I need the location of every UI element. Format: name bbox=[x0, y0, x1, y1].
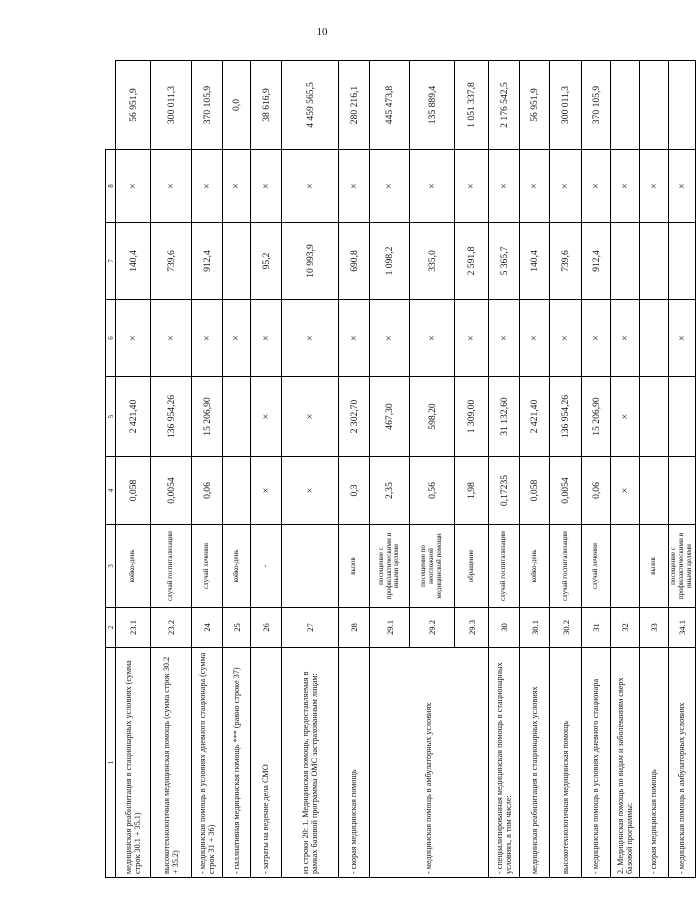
cell-col6: 912,4 bbox=[192, 223, 223, 300]
cell-col7: × bbox=[489, 150, 520, 223]
unit-of-measure bbox=[282, 525, 339, 608]
cell-col3: 0,0054 bbox=[550, 457, 582, 525]
cell-col6: 1 098,2 bbox=[370, 223, 410, 300]
row-description: - паллиативная медицинская помощь *** (равно строке 37) bbox=[223, 648, 251, 878]
cell-col3: 0,0054 bbox=[151, 457, 192, 525]
cell-col4: 31 132,60 bbox=[489, 377, 520, 457]
cell-col3: 1,98 bbox=[455, 457, 489, 525]
row-description: высокотехнологичная медицинская помощь bbox=[550, 648, 582, 878]
cell-col6 bbox=[223, 223, 251, 300]
cell-col3: 2,35 bbox=[370, 457, 410, 525]
cell-col4: 136 954,26 bbox=[151, 377, 192, 457]
cell-col8: 370 105,9 bbox=[582, 61, 611, 150]
row-description: медицинская реабилитация в стационарных условиях bbox=[520, 648, 550, 878]
cell-col8: 0,0 bbox=[223, 61, 251, 150]
cell-col6: 2 591,8 bbox=[455, 223, 489, 300]
row-number: 29.2 bbox=[410, 608, 455, 648]
table-row bbox=[116, 61, 151, 878]
table-row bbox=[282, 61, 339, 878]
cell-col7: × bbox=[640, 150, 669, 223]
unit-of-measure: случай лечения bbox=[192, 525, 223, 608]
row-description: - затраты на ведение дела СМО bbox=[251, 648, 282, 878]
row-number: 31 bbox=[582, 608, 611, 648]
table-row bbox=[611, 61, 640, 878]
page-number: 10 bbox=[316, 26, 328, 38]
table-row bbox=[151, 61, 192, 878]
table-row bbox=[339, 61, 370, 878]
cell-col8: 300 011,3 bbox=[550, 61, 582, 150]
unit-of-measure: койко-день bbox=[223, 525, 251, 608]
cell-col7: × bbox=[251, 150, 282, 223]
row-description: высокотехнологичная медицинская помощь (сумма строк 30.2 + 35.2) bbox=[151, 648, 192, 878]
cell-col8: 1 051 337,8 bbox=[455, 61, 489, 150]
row-description: - медицинская помощь в условиях дневного стационара bbox=[582, 648, 611, 878]
cell-col5: × bbox=[489, 300, 520, 377]
cell-col8: 300 011,3 bbox=[151, 61, 192, 150]
cell-col7: × bbox=[116, 150, 151, 223]
cell-col4: 2 421,40 bbox=[520, 377, 550, 457]
unit-of-measure: койко-день bbox=[116, 525, 151, 608]
cell-col6: 10 993,9 bbox=[282, 223, 339, 300]
row-number: 24 bbox=[192, 608, 223, 648]
row-description: - специализированная медицинская помощь в стационарных условиях, в том числе: bbox=[489, 648, 520, 878]
table-row bbox=[520, 61, 550, 878]
cell-col4 bbox=[223, 377, 251, 457]
col-header: 8 bbox=[106, 150, 116, 223]
cell-col8: 56 951,9 bbox=[116, 61, 151, 150]
cell-col4: 1 309,00 bbox=[455, 377, 489, 457]
cell-col6: 5 365,7 bbox=[489, 223, 520, 300]
row-number: 30 bbox=[489, 608, 520, 648]
row-number: 30.2 bbox=[550, 608, 582, 648]
row-number: 25 bbox=[223, 608, 251, 648]
cell-col5: × bbox=[410, 300, 455, 377]
cell-col5: × bbox=[116, 300, 151, 377]
row-number: 34.1 bbox=[669, 608, 696, 648]
cell-col4: 467,30 bbox=[370, 377, 410, 457]
cell-col5: × bbox=[282, 300, 339, 377]
cell-col4: 15 206,90 bbox=[192, 377, 223, 457]
cell-col6 bbox=[640, 223, 669, 300]
unit-of-measure: посещение с профилактическими и иными целями bbox=[669, 525, 696, 608]
unit-of-measure: - bbox=[251, 525, 282, 608]
cell-col3: × bbox=[251, 457, 282, 525]
col-header: 1 bbox=[106, 648, 116, 878]
cell-col5: × bbox=[339, 300, 370, 377]
cell-col7: × bbox=[455, 150, 489, 223]
cell-col6: 95,2 bbox=[251, 223, 282, 300]
cell-col7: × bbox=[550, 150, 582, 223]
table-row bbox=[582, 61, 611, 878]
cell-col5: × bbox=[223, 300, 251, 377]
cell-col8: 445 473,8 bbox=[370, 61, 410, 150]
unit-of-measure bbox=[611, 525, 640, 608]
cell-col3: × bbox=[282, 457, 339, 525]
cell-col3: 0,058 bbox=[116, 457, 151, 525]
cell-col3: 0,56 bbox=[410, 457, 455, 525]
cell-col3: 0,06 bbox=[192, 457, 223, 525]
cell-col8 bbox=[611, 61, 640, 150]
table-row bbox=[223, 61, 251, 878]
cell-col8 bbox=[640, 61, 669, 150]
header-row bbox=[106, 61, 116, 878]
unit-of-measure: обращение bbox=[455, 525, 489, 608]
unit-of-measure: случай лечения bbox=[582, 525, 611, 608]
row-number: 29.3 bbox=[455, 608, 489, 648]
cell-col4: 136 954,26 bbox=[550, 377, 582, 457]
cell-col5 bbox=[640, 300, 669, 377]
cell-col6 bbox=[611, 223, 640, 300]
cell-col7: × bbox=[582, 150, 611, 223]
cell-col7: × bbox=[151, 150, 192, 223]
cell-col5: × bbox=[455, 300, 489, 377]
unit-of-measure: вызов bbox=[640, 525, 669, 608]
cell-col5: × bbox=[192, 300, 223, 377]
row-number: 28 bbox=[339, 608, 370, 648]
cell-col6: 335,0 bbox=[410, 223, 455, 300]
row-number: 30.1 bbox=[520, 608, 550, 648]
col-header: 6 bbox=[106, 300, 116, 377]
row-number: 26 bbox=[251, 608, 282, 648]
cell-col3: 0,17235 bbox=[489, 457, 520, 525]
cell-col4: 2 421,40 bbox=[116, 377, 151, 457]
col-header: 7 bbox=[106, 223, 116, 300]
table-row bbox=[640, 61, 669, 878]
data-table bbox=[105, 60, 696, 878]
cell-col6 bbox=[669, 223, 696, 300]
row-description: - скорая медицинская помощь bbox=[339, 648, 370, 878]
cell-col6: 140,4 bbox=[116, 223, 151, 300]
cell-col5: × bbox=[669, 300, 696, 377]
col-header: 3 bbox=[106, 525, 116, 608]
cell-col4: × bbox=[611, 377, 640, 457]
cell-col8: 56 951,9 bbox=[520, 61, 550, 150]
cell-col4 bbox=[640, 377, 669, 457]
table-row bbox=[550, 61, 582, 878]
row-number: 29.1 bbox=[370, 608, 410, 648]
cell-col8 bbox=[669, 61, 696, 150]
col-header: 4 bbox=[106, 457, 116, 525]
cell-col5: × bbox=[582, 300, 611, 377]
cell-col5: × bbox=[151, 300, 192, 377]
cell-col4 bbox=[669, 377, 696, 457]
cell-col7: × bbox=[370, 150, 410, 223]
cell-col5: × bbox=[550, 300, 582, 377]
cell-col8: 280 216,1 bbox=[339, 61, 370, 150]
row-description: из строки 20: 1. Медицинская помощь, предоставляемая в рамках базовой программы ОМС застрахованным лицам: bbox=[282, 648, 339, 878]
unit-of-measure: посещение по неотложной медицинской помощи bbox=[410, 525, 455, 608]
row-number: 32 bbox=[611, 608, 640, 648]
cell-col8: 2 176 542,5 bbox=[489, 61, 520, 150]
cell-col8: 135 889,4 bbox=[410, 61, 455, 150]
cell-col4: × bbox=[282, 377, 339, 457]
cell-col4: 598,20 bbox=[410, 377, 455, 457]
cell-col7: × bbox=[223, 150, 251, 223]
table-row bbox=[251, 61, 282, 878]
unit-of-measure: койко-день bbox=[520, 525, 550, 608]
cell-col7: × bbox=[282, 150, 339, 223]
cell-col3 bbox=[669, 457, 696, 525]
cell-col5: × bbox=[370, 300, 410, 377]
cell-col6: 739,6 bbox=[550, 223, 582, 300]
cell-col7: × bbox=[669, 150, 696, 223]
cell-col6: 739,6 bbox=[151, 223, 192, 300]
unit-of-measure: случай госпитализации bbox=[151, 525, 192, 608]
cell-col3: × bbox=[611, 457, 640, 525]
table-row bbox=[669, 61, 696, 878]
cell-col4: 2 302,70 bbox=[339, 377, 370, 457]
row-description: - медицинская помощь в амбулаторных условиях bbox=[669, 648, 696, 878]
row-description: - медицинская помощь в амбулаторных условиях bbox=[370, 648, 489, 878]
unit-of-measure: вызов bbox=[339, 525, 370, 608]
cell-col5: × bbox=[611, 300, 640, 377]
unit-of-measure: случай госпитализации bbox=[550, 525, 582, 608]
cell-col5: × bbox=[520, 300, 550, 377]
row-number: 23.2 bbox=[151, 608, 192, 648]
cell-col4: 15 206,90 bbox=[582, 377, 611, 457]
cell-col7: × bbox=[611, 150, 640, 223]
cell-col3 bbox=[223, 457, 251, 525]
table-row bbox=[192, 61, 223, 878]
row-number: 33 bbox=[640, 608, 669, 648]
row-description: 2. Медицинская помощь по видам и заболеваниям сверх базовой программы: bbox=[611, 648, 640, 878]
cell-col3: 0,06 bbox=[582, 457, 611, 525]
col-header: 5 bbox=[106, 377, 116, 457]
cell-col7: × bbox=[192, 150, 223, 223]
row-description: - скорая медицинская помощь bbox=[640, 648, 669, 878]
unit-of-measure: случай госпитализации bbox=[489, 525, 520, 608]
cell-col3 bbox=[640, 457, 669, 525]
row-number: 23.1 bbox=[116, 608, 151, 648]
row-description: медицинская реабилитация в стационарных условиях (сумма строк 30.1 + 35.1) bbox=[116, 648, 151, 878]
cell-col5: × bbox=[251, 300, 282, 377]
cell-col4: × bbox=[251, 377, 282, 457]
rotated-table-container bbox=[105, 60, 693, 878]
cell-col8: 370 105,9 bbox=[192, 61, 223, 150]
cell-col6: 690,8 bbox=[339, 223, 370, 300]
cell-col7: × bbox=[339, 150, 370, 223]
unit-of-measure: посещение с профилактическими и иными целями bbox=[370, 525, 410, 608]
cell-col7: × bbox=[520, 150, 550, 223]
cell-col3: 0,3 bbox=[339, 457, 370, 525]
cell-col3: 0,058 bbox=[520, 457, 550, 525]
cell-col6: 912,4 bbox=[582, 223, 611, 300]
cell-col6: 140,4 bbox=[520, 223, 550, 300]
table-row bbox=[489, 61, 520, 878]
cell-col7: × bbox=[410, 150, 455, 223]
row-number: 27 bbox=[282, 608, 339, 648]
table-row bbox=[370, 61, 410, 878]
cell-col8: 4 459 565,5 bbox=[282, 61, 339, 150]
cell-col8: 38 616,9 bbox=[251, 61, 282, 150]
row-description: - медицинская помощь в условиях дневного стационара (сумма строк 31 + 36) bbox=[192, 648, 223, 878]
col-header: 2 bbox=[106, 608, 116, 648]
